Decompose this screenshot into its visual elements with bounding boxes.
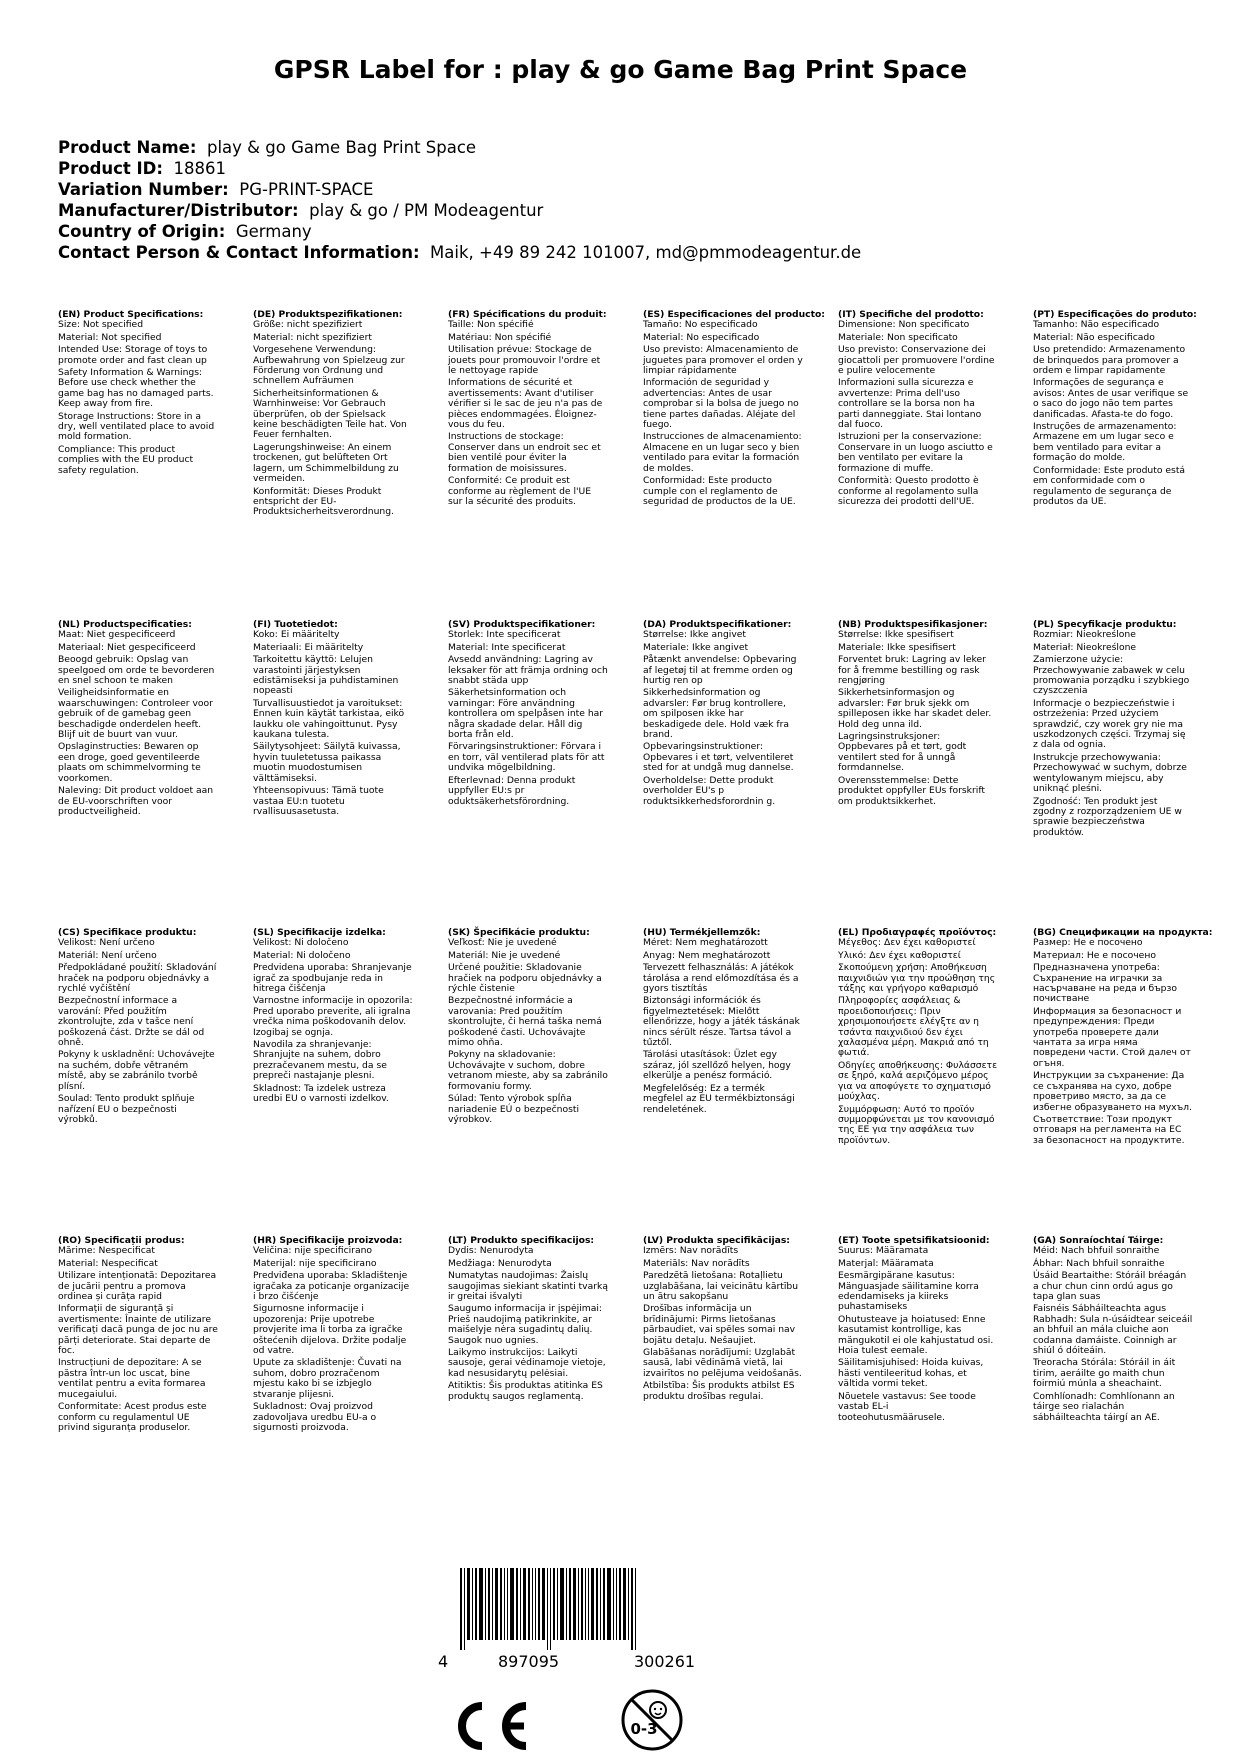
barcode-bar <box>613 1568 614 1640</box>
barcode-bar <box>492 1568 493 1640</box>
barcode-digit-first: 4 <box>438 1652 449 1671</box>
barcode-digits-left: 897095 <box>498 1652 560 1671</box>
spec-block-et: (ET) Toote spetsifikatsioonid: Suurus: Määramata Materjal: Määramata Eesmärgipärane kasutus: Mänguasjade säilitamine korra edendamiseks ja kiireks puhastamiseks Ohutusteave ja hoiatused: Enne kasutamist kontrollige, kas mängukotil ei ole kahjustatud osi. Hoia tulest eemale. Säilitamisjuhised: Hoida kuivas, hästi ventileeritud kohas, et vältida vormi teket. Nõuetele vastavus: See toode vastab EL-i tooteohutusmäärusele. <box>838 1235 994 1423</box>
barcode-bar <box>460 1568 462 1650</box>
barcode-bar <box>488 1568 490 1640</box>
barcode-bar <box>528 1568 530 1640</box>
barcode-bar <box>603 1568 605 1640</box>
spec-block-es: (ES) Especificaciones del producto: Tamaño: No especificado Material: No especificado Uso previsto: Almacenamiento de juguetes para promover el orden y limpiar rápidamente Información de seguridad y advertencias: Antes de usar comprobar si la bolsa de juego no tiene partes dañadas. Aléjate del fuego. Instrucciones de almacenamiento: Almacene en un lugar seco y bien ventilado para evitar la formación de moldes. Conformidad: Este producto cumple con el reglamento de seguridad de productos de la UE. <box>643 309 825 507</box>
barcode-bar <box>573 1568 576 1640</box>
spec-block-hu: (HU) Termékjellemzők: Méret: Nem meghatározott Anyag: Nem meghatározott Tervezett felhasználás: A játékok tárolása a rend előmozdítása és a gyors tisztítás Biztonsági információk és figyelmeztetések: Mielőtt ellenőrizze, hogy a játék táskának nincs sérült része. Tartsa távol a tűztől. Tárolási utasítások: Üzlet egy száraz, jól szellőző helyen, hogy elkerülje a penész formáció. Megfelelőség: Ez a termék megfelel az EU termékbiztonsági rendeletének. <box>643 927 800 1115</box>
barcode-bar <box>581 1568 583 1640</box>
spec-block-sk: (SK) Špecifikácie produktu: Veľkosť: Nie je uvedené Materiál: Nie je uvedené Určené použitie: Skladovanie hračiek na podporu objednávky a rýchle čistenie Bezpečnostné informácie a varovania: Pred použitím skontrolujte, či herná taška nemá poškodené časti. Uchovávajte mimo ohňa. Pokyny na skladovanie: Uchovávajte v suchom, dobre vetranom mieste, aby sa zabránilo formovaniu formy. Súlad: Tento výrobok spĺňa nariadenie EÚ o bezpečnosti výrobkov. <box>448 927 608 1125</box>
spec-block-pt: (PT) Especificações do produto: Tamanho: Não especificado Material: Não especificado Uso pretendido: Armazenamento de brinquedos para promover a ordem e limpar rapidamente Informações de segurança e avisos: Antes de usar verifique se o saco do jogo não tem partes danificadas. Afasta-te do fogo. Instruções de armazenamento: Armazene em um lugar seco e bem ventilado para evitar a formação do molde. Conformidade: Este produto está em conformidade com o regulamento de segurança de produtos da UE. <box>1033 309 1197 507</box>
barcode-bar <box>520 1568 521 1640</box>
barcode-bar <box>631 1568 633 1650</box>
spec-block-sl: (SL) Specifikacije izdelka: Velikost: Ni določeno Material: Ni določeno Predvidena uporaba: Shranjevanje igrač za spodbujanje reda in hitrega čiščenja Varnostne informacije in opozorila: Pred uporabo preverite, ali igralna vrečka nima poškodovanih delov. Izogibaj se ognja. Navodila za shranjevanje: Shranjujte na suhem, dobro prezračevanem mestu, da se prepreči nastajanje plesni. Skladnost: Ta izdelek ustreza uredbi EU o varnosti izdelkov. <box>253 927 413 1105</box>
specifications-grid <box>58 310 1241 1540</box>
spec-block-sv: (SV) Produktspecifikationer: Storlek: Inte specificerat Material: Inte specificerat Avsedd användning: Lagring av leksaker för att främja ordning och snabbt städa upp Säkerhetsinformation och varningar: Före användning kontrollera om spelpåsen inte har några skadade delar. Håll dig borta från eld. Förvaringsinstruktioner: Förvara i en torr, väl ventilerad plats för att undvika mögelbildning. Efterlevnad: Denna produkt uppfyller EU:s pr oduktsäkerhetsförordning. <box>448 619 608 807</box>
spec-block-en: (EN) Product Specifications: Size: Not specified Material: Not specified Intended Use: Storage of toys to promote order and fast clean up Safety Information & Warnings: Before use check whether the game bag has no damaged parts. Keep away from fire. Storage Instructions: Store in a dry, well ventilated place to avoid mold formation. Compliance: This product complies with the EU product safety regulation. <box>58 309 215 476</box>
barcode-bar <box>504 1568 505 1640</box>
barcode-bar <box>616 1568 617 1640</box>
barcode-bar <box>472 1568 473 1640</box>
product-info <box>58 137 861 263</box>
barcode-bar <box>510 1568 514 1640</box>
barcode-bar <box>591 1568 594 1640</box>
spec-block-fi: (FI) Tuotetiedot: Koko: Ei määritelty Materiaali: Ei määritelty Tarkoitettu käyttö: Lelujen varastointi järjestyksen edistämiseksi ja puhdistaminen nopeasti Turvallisuustiedot ja varoitukset: Ennen kuin käytät tarkistaa, eikö laukku ole vahingoittunut. Pysy kaukana tulesta. Säilytysohjeet: Säilytä kuivassa, hyvin tuuletetussa paikassa muotin muodostumisen välttämiseksi. Yhteensopivuus: Tämä tuote vastaa EU:n tuotetu rvallisuusasetusta. <box>253 619 405 817</box>
barcode-bar <box>485 1568 486 1640</box>
info-product-name: Product Name: play & go Game Bag Print Space <box>58 138 477 157</box>
page-title: GPSR Label for : play & go Game Bag Print Space <box>273 55 968 84</box>
barcode-bar <box>542 1568 545 1640</box>
barcode-bar <box>475 1568 477 1640</box>
info-manufacturer: Manufacturer/Distributor: play & go / PM Modeagentur <box>58 201 544 220</box>
barcode-bar <box>557 1568 558 1640</box>
spec-block-hr: (HR) Specifikacije proizvoda: Veličina: nije specificirano Materijal: nije specificirano Predviđena uporaba: Skladištenje igračaka za poticanje organizacije i brzo čišćenje Sigurnosne informacije i upozorenja: Prije upotrebe provjerite ima li torba za igračke oštećenih dijelova. Držite podalje od vatre. Upute za skladištenje: Čuvati na suhom, dobro prozračenom mjestu kako bi se izbjeglo stvaranje plijesni. Sukladnost: Ovaj proizvod zadovoljava uredbu EU-a o sigurnosti proizvoda. <box>253 1235 410 1433</box>
spec-block-da: (DA) Produktspecifikationer: Størrelse: Ikke angivet Materiale: Ikke angivet Påtænkt anvendelse: Opbevaring af legetøj til at fremme orden og hurtig ren op Sikkerhedsinformation og advarsler: Før brug kontrollere, om spilposen ikke har beskadigede dele. Hold væk fra brand. Opbevaringsinstruktioner: Opbevares i et tørt, velventileret sted for at undgå mug dannelse. Overholdelse: Dette produkt overholder EU's p roduktsikkerhedsforordnin g. <box>643 619 797 807</box>
spec-block-el: (EL) Προδιαγραφές προϊόντος: Μέγεθος: Δεν έχει καθοριστεί Υλικό: Δεν έχει καθοριστεί Σκοπούμενη χρήση: Αποθήκευση παιχνιδιών για την προώθηση της τάξης και γρήγορο καθαρισμό Πληροφορίες ασφάλειας & προειδοποιήσεις: Πριν χρησιμοποιήσετε ελέγξτε αν η τσάντα παιχνιδιού δεν έχει χαλασμένα μέρη. Μακριά από τη φωτιά. Οδηγίες αποθήκευσης: Φυλάσσετε σε ξηρό, καλά αεριζόμενο μέρος για να αποφύγετε το σχηματισμό μούχλας. Συμμόρφωση: Αυτό το προϊόν συμμορφώνεται με τον κανονισμό της ΕΕ για την ασφάλεια των προϊόντων. <box>838 927 998 1146</box>
barcode-bar <box>600 1568 601 1640</box>
spec-block-fr: (FR) Spécifications du produit: Taille: Non spécifié Matériau: Non spécifié Utilisation prévue: Stockage de jouets pour promouvoir l'ordre et le nettoyage rapide Informations de sécurité et avertissements: Avant d'utiliser vérifier si le sac de jeu n'a pas de pièces endommagées. Éloignez-vous du feu. Instructions de stockage: Conserver dans un endroit sec et bien ventilé pour éviter la formation de moisissures. Conformité: Ce produit est conforme au règlement de l'UE sur la sécurité des produits. <box>448 309 607 507</box>
spec-block-it: (IT) Specifiche del prodotto: Dimensione: Non specificato Materiale: Non specificato Uso previsto: Conservazione dei giocattoli per promuovere l'ordine e pulire velocemente Informazioni sulla sicurezza e avvertenze: Prima dell'uso controllare se la borsa non ha parti danneggiate. Stai lontano dal fuoco. Istruzioni per la conservazione: Conservare in un luogo asciutto e ben ventilato per evitare la formazione di muffe. Conformità: Questo prodotto è conforme al regolamento sulla sicurezza dei prodotti dell'UE. <box>838 309 995 507</box>
barcode <box>438 1568 778 1678</box>
barcode-bars <box>460 1568 760 1650</box>
barcode-bar <box>500 1568 502 1640</box>
spec-block-lv: (LV) Produkta specifikācijas: Izmērs: Nav norādīts Materiāls: Nav norādīts Paredzētā lietošana: Rotaļlietu uzglabāšana, lai veicinātu kārtību un ātru sakopšanu Drošības informācija un brīdinājumi: Pirms lietošanas pārbaudiet, vai spēles somai nav bojātu detaļu. Nešaujiet. Glabāšanas norādījumi: Uzglabāt sausā, labi vēdināmā vietā, lai izvairītos no pelējuma veidošanās. Atbilstība: Šis produkts atbilst ES produktu drošības regulai. <box>643 1235 802 1402</box>
barcode-bar <box>619 1568 621 1640</box>
barcode-digits-right: 300261 <box>634 1652 696 1671</box>
barcode-bar <box>588 1568 589 1640</box>
barcode-bar <box>467 1568 470 1640</box>
barcode-bar <box>569 1568 571 1640</box>
spec-block-bg: (BG) Спецификации на продукта: Размер: Не е посочено Материал: Не е посочено Предназначена употреба: Съхранение на играчки за насърчаване на реда и бързо почистване Информация за безопасност и предупреждения: Преди употреба проверете дали чантата за игра няма повредени части. Стой далеч от огъня. Инструкции за съхранение: Да се съхранява на сухо, добре проветриво място, за да се избегне образуването на мухъл. Съответствие: Този продукт отговаря на регламента на ЕС за безопасност на продуктите. <box>1033 927 1213 1146</box>
ce-mark-icon <box>448 1700 532 1752</box>
barcode-bar <box>578 1568 579 1640</box>
spec-block-de: (DE) Produktspezifikationen: Größe: nicht spezifiziert Material: nicht spezifiziert Vorgesehene Verwendung: Aufbewahrung von Spielzeug zur Förderung von Ordnung und schnellem Aufräumen Sicherheitsinformationen & Warnhinweise: Vor Gebrauch überprüfen, ob der Spielsack keine beschädigten Teile hat. Von Feuer fernhalten. Lagerungshinweise: An einem trockenen, gut belüfteten Ort lagern, um Schimmelbildung zu vermeiden. Konformität: Dieses Produkt entspricht der EU-Produktsicherheitsverordnung. <box>253 309 407 518</box>
barcode-bar <box>532 1568 533 1640</box>
spec-block-ro: (RO) Specificații produs: Mărime: Nespecificat Material: Nespecificat Utilizare intenționată: Depozitarea de jucării pentru a promova ordinea și curăța rapid Informații de siguranță și avertismente: Înainte de utilizare verificați dacă punga de joc nu are părți deteriorate. Stai departe de foc. Instrucțiuni de depozitare: A se păstra într-un loc uscat, bine ventilat pentru a evita formarea mucegaiului. Conformitate: Acest produs este conform cu regulamentul UE privind siguranța produselor. <box>58 1235 218 1433</box>
barcode-bar <box>560 1568 564 1640</box>
barcode-bar <box>596 1568 598 1640</box>
spec-block-ga: (GA) Sonraíochtaí Táirge: Méid: Nach bhfuil sonraithe Ábhar: Nach bhfuil sonraithe Úsáid Beartaithe: Stóráil bréagán a chur chun cinn ordú agus go tapa glan suas Faisnéis Sábháilteachta agus Rabhadh: Sula n-úsáidtear seiceáil an bhfuil an mála cluiche aon codanna damáiste. Coinnigh ar shiúl ó dóiteáin. Treoracha Stórála: Stóráil in áit tirim, aeráilte go maith chun foirmiú múnla a sheachaint. Comhlíonadh: Comhlíonann an táirge seo rialachán sábháilteachta táirgí an AE. <box>1033 1235 1193 1423</box>
spec-block-nl: (NL) Productspecificaties: Maat: Niet gespecificeerd Materiaal: Niet gespecificeerd Beoogd gebruik: Opslag van speelgoed om orde te bevorderen en snel schoon te maken Veiligheidsinformatie en waarschuwingen: Controleer voor gebruik of de gamebag geen beschadigde onderdelen heeft. Blijf uit de buurt van vuur. Opslaginstructies: Bewaren op een droge, goed geventileerde plaats om schimmelvorming te voorkomen. Naleving: Dit product voldoet aan de EU-voorschriften voor productveiligheid. <box>58 619 215 817</box>
barcode-bar <box>516 1568 518 1640</box>
barcode-bar <box>495 1568 498 1640</box>
spec-block-pl: (PL) Specyfikacje produktu: Rozmiar: Nieokreślone Materiał: Nieokreślone Zamierzone użycie: Przechowywanie zabawek w celu promowania porządku i szybkiego czyszczenia Informacje o bezpieczeństwie i ostrzeżenia: Przed użyciem sprawdzić, czy worek gry nie ma uszkodzonych części. Trzymaj się z dala od ognia. Instrukcje przechowywania: Przechowywać w suchym, dobrze wentylowanym miejscu, aby uniknąć pleśni. Zgodność: Ten produkt jest zgodny z rozporządzeniem UE w sprawie bezpieczeństwa produktów. <box>1033 619 1190 838</box>
barcode-bar <box>479 1568 483 1640</box>
spec-block-cs: (CS) Specifikace produktu: Velikost: Není určeno Materiál: Není určeno Předpokládané použití: Skladování hraček na podporu objednávky a rychlé vyčištění Bezpečnostní informace a varování: Před použitím zkontrolujte, zda v tašce není poškozená část. Držte se dál od ohně. Pokyny k uskladnění: Uchovávejte na suchém, dobře větraném místě, aby se zabránilo tvorbě plísní. Soulad: Tento produkt splňuje nařízení EU o bezpečnosti výrobků. <box>58 927 217 1125</box>
barcode-bar <box>566 1568 567 1640</box>
age-warning-icon <box>618 1688 686 1752</box>
barcode-bar <box>507 1568 508 1640</box>
barcode-bar <box>607 1568 611 1640</box>
spec-block-lt: (LT) Produkto specifikacijos: Dydis: Nenurodyta Medžiaga: Nenurodyta Numatytas naudojimas: Žaislų saugojimas siekiant skatinti tvarką ir greitai išvalyti Saugumo informacija ir įspėjimai: Prieš naudojimą patikrinkite, ar maišelyje nėra sugadintų dalių. Saugok nuo ugnies. Laikymo instrukcijos: Laikyti sausoje, gerai vėdinamoje vietoje, kad nesusidarytų pelėsiai. Atitiktis: Šis produktas atitinka ES produktų saugos reglamentą. <box>448 1235 608 1402</box>
barcode-bar <box>623 1568 626 1640</box>
barcode-bar <box>523 1568 526 1640</box>
barcode-bar <box>635 1568 636 1650</box>
barcode-bar <box>535 1568 536 1640</box>
barcode-bar <box>550 1568 551 1650</box>
info-variation-number: Variation Number: PG-PRINT-SPACE <box>58 180 374 199</box>
info-product-id: Product ID: 18861 <box>58 159 226 178</box>
barcode-bar <box>628 1568 629 1640</box>
info-contact: Contact Person & Contact Information: Maik, +49 89 242 101007, md@pmmodeagentur.de <box>58 243 862 262</box>
barcode-bar <box>538 1568 540 1640</box>
info-country-of-origin: Country of Origin: Germany <box>58 222 312 241</box>
barcode-bar <box>553 1568 555 1640</box>
spec-block-nb: (NB) Produktspesifikasjoner: Størrelse: Ikke spesifisert Materiale: Ikke spesifisert Forventet bruk: Lagring av leker for å fremme bestilling og rask rengjøring Sikkerhetsinformasjon og advarsler: Før bruk sjekk om spilleposen ikke har skadet deler. Hold deg unna ild. Lagringsinstruksjoner: Oppbevares på et tørt, godt ventilert sted for å unngå formdannelse. Overensstemmelse: Dette produktet oppfyller EUs forskrift om produktsikkerhet. <box>838 619 992 807</box>
barcode-bar <box>547 1568 548 1650</box>
svg-text:0-3: 0-3 <box>630 1720 658 1738</box>
barcode-bar <box>585 1568 586 1640</box>
barcode-bar <box>464 1568 465 1650</box>
